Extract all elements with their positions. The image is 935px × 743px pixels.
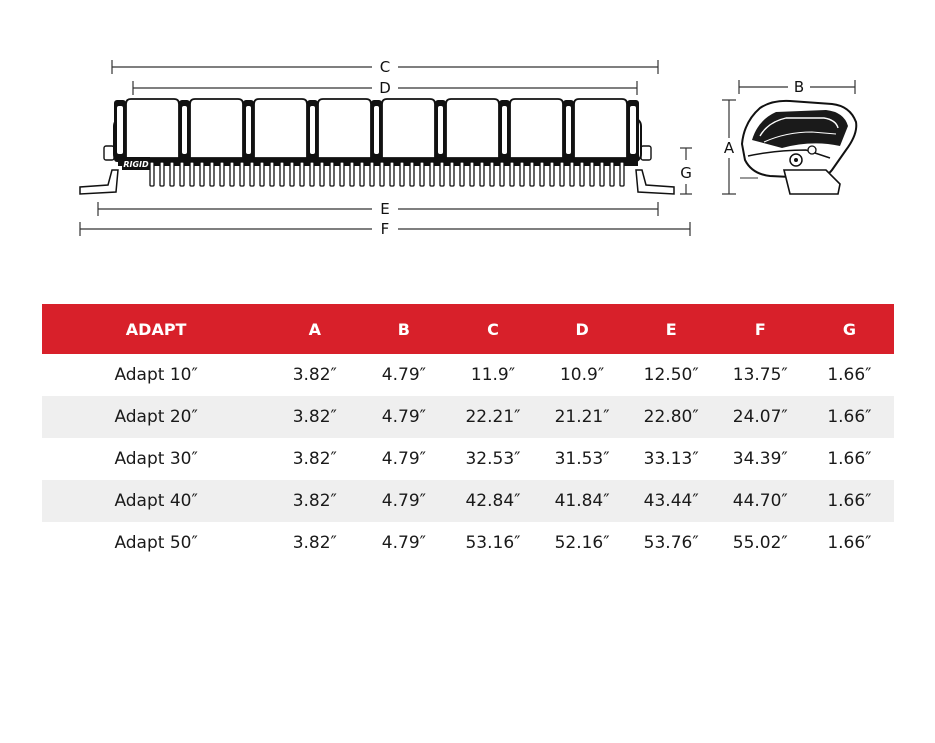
header-model: ADAPT <box>42 304 270 354</box>
cell-e: 33.13″ <box>643 449 699 469</box>
cell-b: 4.79″ <box>381 533 426 553</box>
table-row <box>42 354 894 396</box>
light-bar-front-view <box>80 99 674 194</box>
cell-f: 13.75″ <box>732 365 788 385</box>
cell-g: 1.66″ <box>805 396 894 438</box>
cell-c: 11.9″ <box>470 365 516 385</box>
header-a: A <box>270 304 359 354</box>
dimension-c-label: C <box>379 58 391 76</box>
cell-model: Adapt 50″ <box>114 533 198 553</box>
dimension-g-label: G <box>680 164 692 182</box>
header-g: G <box>805 304 894 354</box>
header-c: C <box>448 304 537 354</box>
dimension-spec-table <box>42 304 894 564</box>
cell-f: 24.07″ <box>716 396 805 438</box>
cell-c: 53.16″ <box>465 533 521 553</box>
cell-a: 3.82″ <box>270 480 359 522</box>
cell-b: 4.79″ <box>359 396 448 438</box>
cell-e: 43.44″ <box>627 480 716 522</box>
cell-d: 10.9″ <box>559 365 605 385</box>
light-bar-side-view <box>740 101 856 194</box>
cell-g: 1.66″ <box>827 533 872 553</box>
header-b: B <box>359 304 448 354</box>
table-row <box>42 396 894 438</box>
cell-e: 12.50″ <box>643 365 699 385</box>
cell-f: 34.39″ <box>732 449 788 469</box>
cell-b: 4.79″ <box>381 365 426 385</box>
cell-g: 1.66″ <box>827 449 872 469</box>
cell-f: 44.70″ <box>716 480 805 522</box>
cell-d: 21.21″ <box>538 396 627 438</box>
table-row <box>42 522 894 564</box>
dimension-a-label: A <box>723 139 735 157</box>
cell-e: 22.80″ <box>627 396 716 438</box>
cell-b: 4.79″ <box>381 449 426 469</box>
header-d: D <box>538 304 627 354</box>
cell-model: Adapt 40″ <box>42 480 270 522</box>
cell-g: 1.66″ <box>805 480 894 522</box>
cell-e: 53.76″ <box>643 533 699 553</box>
cell-g: 1.66″ <box>827 365 872 385</box>
dimension-d-label: D <box>379 79 391 97</box>
cell-a: 3.82″ <box>292 449 337 469</box>
dimension-b-label: B <box>793 78 805 96</box>
cell-d: 31.53″ <box>554 449 610 469</box>
cell-model: Adapt 10″ <box>114 365 198 385</box>
cell-c: 32.53″ <box>465 449 521 469</box>
cell-b: 4.79″ <box>359 480 448 522</box>
cell-model: Adapt 30″ <box>114 449 198 469</box>
dimension-e-label: E <box>380 200 390 218</box>
cell-a: 3.82″ <box>292 533 337 553</box>
brand-logo-text: RIGID <box>123 160 149 169</box>
dimension-f-label: F <box>380 220 390 238</box>
cell-a: 3.82″ <box>292 365 337 385</box>
header-f: F <box>716 304 805 354</box>
header-e: E <box>627 304 716 354</box>
cell-model: Adapt 20″ <box>42 396 270 438</box>
cell-a: 3.82″ <box>270 396 359 438</box>
cell-f: 55.02″ <box>732 533 788 553</box>
cell-d: 52.16″ <box>554 533 610 553</box>
cell-c: 42.84″ <box>448 480 537 522</box>
table-header-row <box>42 304 894 354</box>
cell-d: 41.84″ <box>538 480 627 522</box>
dimension-drawing <box>0 0 935 250</box>
table-row <box>42 438 894 480</box>
cell-c: 22.21″ <box>448 396 537 438</box>
dimension-e <box>98 202 658 216</box>
table-row <box>42 480 894 522</box>
